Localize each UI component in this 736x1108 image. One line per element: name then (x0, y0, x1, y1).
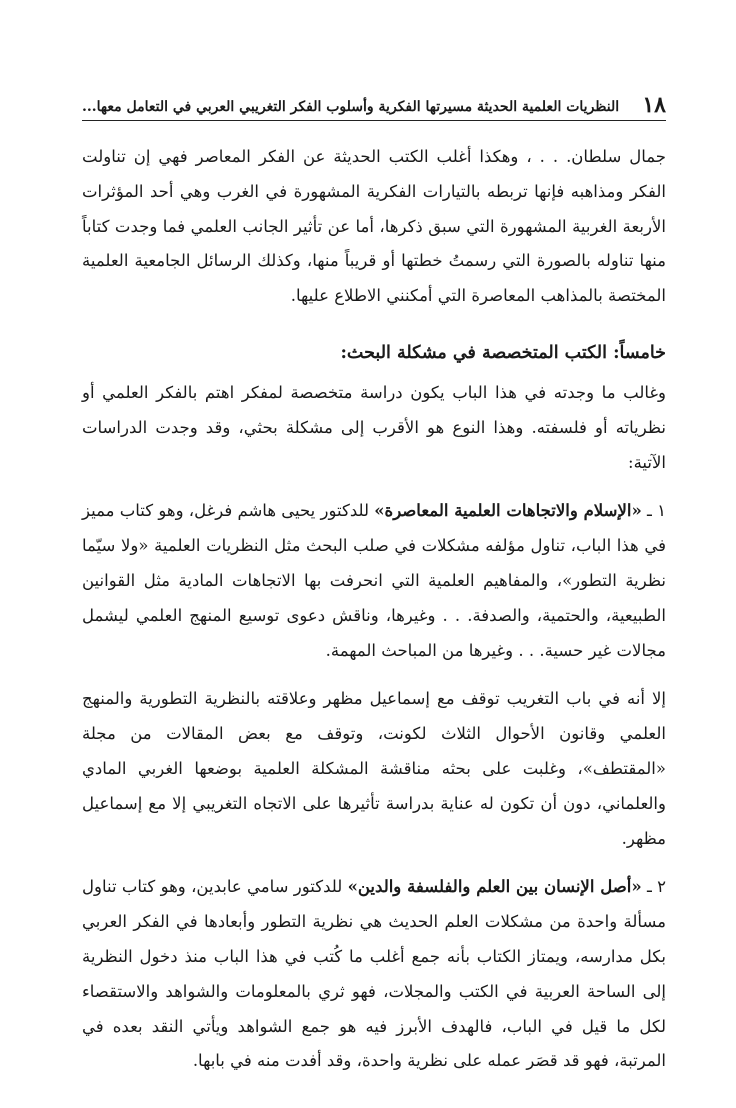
list-item-1 (82, 494, 666, 668)
book-title: «أصل الإنسان بين العلم والفلسفة والدين» (347, 877, 642, 897)
spacer (82, 856, 666, 870)
page-number: ١٨ (642, 92, 666, 118)
page-header (82, 84, 666, 121)
spacer (82, 480, 666, 494)
item-description: للدكتور سامي عابدين، وهو كتاب تناول مسألة واحدة من مشكلات العلم الحديث هي نظرية التطور وأبعادها في الفكر العربي بكل مدارسه، ويمتاز الكتاب بأنه جمع أغلب ما كُتب في هذا الباب منذ دخول النظرية إلى الساحة العربية في الكتب والمجلات، فهو ثري بالمعلومات والشواهد والاستقصاء لكل ما قيل في الباب، فالهدف الأبرز فيه هو جمع الشواهد ويأتي النقد بعده في المرتبة، فهو قد قصَر عمله على نظرية واحدة، وقد أفدت منه في بابها. (82, 877, 666, 1071)
book-title: «الإسلام والاتجاهات العلمية المعاصرة» (374, 501, 642, 521)
paragraph-section-intro: وغالب ما وجدته في هذا الباب يكون دراسة متخصصة لمفكر اهتم بالفكر العلمي أو نظرياته أو فلسفته. وهذا النوع هو الأقرب إلى مشكلة بحثي، وقد وجدت الدراسات الآتية: (82, 382, 666, 472)
item-number: ١ ـ (641, 501, 666, 521)
paragraph-intro: جمال سلطان. . . ، وهكذا أغلب الكتب الحديثة عن الفكر المعاصر فهي إن تناولت الفكر ومذاهبه فإنها تربطه بالتيارات الفكرية المشهورة في الغرب وهي أحد المؤثرات الأربعة الغربية المشهورة التي سبق ذكرها، أما عن تأثير الجانب العلمي فما وجدت كتاباً منها تناوله بالصورة التي رسمتُ خطتها أو قريباً منها، وكذلك الرسائل الجامعية العلمية المختصة بالمذاهب المعاصرة التي أمكنني الاطلاع عليها. (82, 147, 666, 306)
paragraph-critique: إلا أنه في باب التغريب توقف مع إسماعيل مظهر وعلاقته بالنظرية التطورية والمنهج العلمي وقانون الأحوال الثلاث لكونت، وتوقف مع بعض المقالات من مجلة «المقتطف»، وغلبت على بحثه مناقشة المشكلة العلمية بوضعها الغربي المادي والعلماني، دون أن تكون له عناية بدراسة تأثيرها على الاتجاه التغريبي إلا مع إسماعيل مظهر. (82, 689, 666, 848)
item-number: ٢ ـ (641, 877, 666, 897)
section-heading: خامساً: الكتب المتخصصة في مشكلة البحث: (340, 342, 666, 363)
spacer (82, 314, 666, 328)
running-title: النظريات العلمية الحديثة مسيرتها الفكرية وأسلوب الفكر التغريبي العربي في التعامل معها... (82, 99, 620, 115)
item-description: للدكتور يحيى هاشم فرغل، وهو كتاب مميز في هذا الباب، تناول مؤلفه مشكلات في صلب البحث مثل النظريات العلمية «ولا سيّما نظرية التطور»، والمفاهيم العلمية التي انحرفت بها الاتجاهات المادية مثل القوانين الطبيعية، والحتمية، والصدفة. . . وغيرها، وناقش دعوى توسيع المنهج العلمي ليشمل مجالات غير حسية. . . وغيرها من المباحث المهمة. (82, 501, 666, 660)
spacer (82, 668, 666, 682)
page-body (82, 140, 666, 1079)
list-item-2 (82, 870, 666, 1079)
